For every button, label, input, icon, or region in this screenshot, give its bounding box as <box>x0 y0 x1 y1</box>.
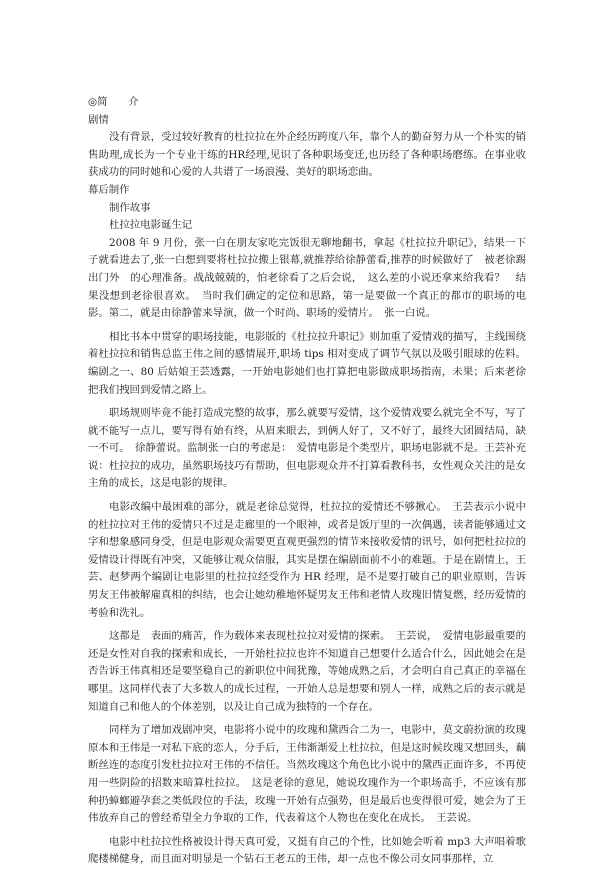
section-heading: ◎简 介 <box>88 96 139 108</box>
body-paragraph: 同样为了增加戏剧冲突，电影将小说中的玫瑰和黛西合二为一，电影中，莫文蔚扮演的玫瑰原本和王伟是一对私下底的恋人，分手后，王伟渐渐爱上杜拉拉，但是这时候玫瑰又想回头，藕断丝连的态度引发杜拉拉对王伟的不信任。当然玫瑰这个角色比小说中的黛西正面许多，不再使用一些阴险的招数来暗算杜拉拉。 这是老徐的意见，她说玫瑰作为一个职场高手，不应该有那种扔蟑螂避孕套之类低段位的手法，玫瑰一开始有点强势，但是最后也变得很可爱，她会为了王伟放弃自己的曾经希望全力争取的工作，代表着这个人物也在变化在成长。 王芸说。 <box>88 724 526 825</box>
body-paragraph: 2008 年 9 月份，张一白在朋友家吃完饭很无聊地翻书，拿起《杜拉拉升职记》，结果一下子就看进去了,张一白想到要将杜拉拉搬上银幕,就推荐给徐静蕾看,推荐的时候做好了 被老徐踢出门外 的心理准备。战战兢兢的，怕老徐看了之后会说， 这么差的小说还拿来给我看？ 结果没想到老徐很喜欢。 当时我们确定的定位和思路，第一是要做一个真正的都市的职场的电影。第二，就是由徐静蕾来导演，做一个时尚、职场的爱情片。 张一白说。 <box>88 236 526 320</box>
document-body <box>88 94 526 869</box>
body-paragraph: 电影改编中最困难的部分，就是老徐总觉得，杜拉拉的爱情还不够揪心。 王芸表示小说中的杜拉拉对王伟的爱情只不过是走廊里的一个眼神，或者是饭厅里的一次偶遇，读者能够通过文字和想象感同身受，但是电影观众需要更直观更强烈的情节来接收爱情的讯号，如何把杜拉拉的爱情设计得既有冲突，又能够让观众信服，其实是摆在编剧面前不小的难题。于是在剧情上，王芸、赵梦两个编剧让电影里的杜拉拉经受作为 HR 经理，是不是要打破自己的职业原则，告诉男友王伟被解雇真相的纠结，也会让她幼稚地怀疑男友王伟和老情人玫瑰旧情复燃，经历爱情的考验和洗礼。 <box>88 501 526 619</box>
body-paragraph: 相比书本中贯穿的职场技能，电影版的《杜拉拉升职记》则加重了爱情戏的描写，主线围绕着杜拉拉和销售总监王伟之间的感情展开,职场 tips 相对变成了调节气氛以及吸引眼球的佐料。编剧之一、80 后姑娘王芸透露，一开始电影她们也打算把电影做成职场指南，未果；后来老徐把我们拽回到爱情之路上。 <box>88 330 526 396</box>
body-paragraph: 职场规则毕竟不能打造成完整的故事，那么就要写爱情，这个爱情戏要么就完全不写，写了就不能写一点儿，要写得有始有终，从眉来眼去，到俩人好了，又不好了，最终大团圆结局，缺一不可。 徐静蕾说。监制张一白的考虑是： 爱情电影是个类型片，职场电影就不是。王芸补充说：杜拉拉的成功，虽然职场技巧有帮助，但电影观众并不打算看教科书，女性观众关注的是女主角的成长，这是电影的规律。 <box>88 407 526 490</box>
plot-label: 剧情 <box>88 113 109 126</box>
body-paragraph: 这都是 表面的痛苦，作为载体来表现杜拉拉对爱情的探索。 王芸说， 爱情电影最重要的还是女性对自我的探索和成长，一开始杜拉拉也许不知道自己想要什么适合什么，因此她会在是否告诉王伟真相还是要坚稳自己的新职位中间犹豫，等她成熟之后，才会明白自己真正的幸福在哪里。这同样代表了大多数人的成长过程，一开始人总是想要和别人一样，成熟之后的表示就是知道自己和他人的个体差别，以及让自己成为独特的一个存在。 <box>88 630 526 713</box>
film-birth-label: 杜拉拉电影诞生记 <box>109 219 193 232</box>
behind-the-scenes-label: 幕后制作 <box>88 183 130 196</box>
production-story-label: 制作故事 <box>109 201 151 214</box>
plot-paragraph: 没有背景，受过较好教育的杜拉拉在外企经历跨度八年，靠个人的勤奋努力从一个朴实的销售助理,成长为一个专业干练的HR经理,见识了各种职场变迁,也历经了各种职场磨练。在事业收获成功的同时她和心爱的人共谱了一场浪漫、美好的职场恋曲。 <box>88 131 526 179</box>
body-paragraph: 电影中杜拉拉性格被设计得天真可爱，又挺有自己的个性，比如她会听着 mp3 大声唱着歌爬楼梯健身，而且面对明显是一个钻石王老五的王伟，却一点也不像公司女同事那样，立 <box>88 835 526 866</box>
